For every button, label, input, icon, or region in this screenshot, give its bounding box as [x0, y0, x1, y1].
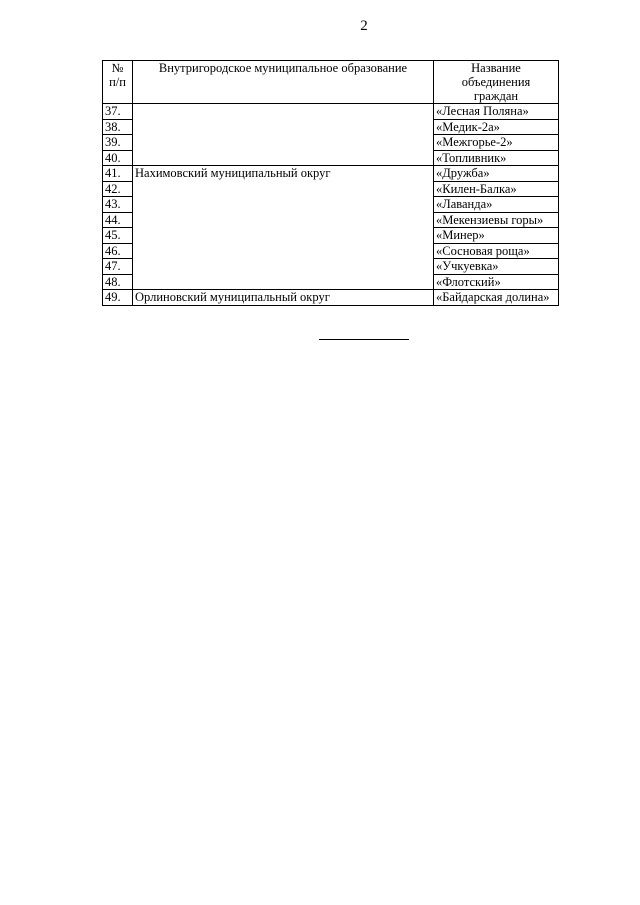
end-of-document-rule: [319, 339, 409, 340]
row-number: 48.: [103, 274, 133, 290]
row-municipality: [133, 104, 434, 166]
header-association-line1: Название объединения: [461, 61, 531, 89]
row-municipality: Орлиновский муниципальный округ: [133, 290, 434, 306]
row-association-name: «Учкуевка»: [434, 259, 559, 275]
row-number: 37.: [103, 104, 133, 120]
table-header-row: [103, 61, 559, 104]
row-association-name: «Флотский»: [434, 274, 559, 290]
row-number: 47.: [103, 259, 133, 275]
row-association-name: «Медик-2а»: [434, 119, 559, 135]
row-number: 44.: [103, 212, 133, 228]
associations-table: [102, 60, 559, 306]
row-association-name: «Байдарская долина»: [434, 290, 559, 306]
row-number: 49.: [103, 290, 133, 306]
header-association-line2: граждан: [473, 89, 519, 103]
row-number: 45.: [103, 228, 133, 244]
row-association-name: «Дружба»: [434, 166, 559, 182]
header-municipality: [133, 61, 434, 104]
row-municipality: Нахимовский муниципальный округ: [133, 166, 434, 290]
row-association-name: «Топливник»: [434, 150, 559, 166]
row-association-name: «Лаванда»: [434, 197, 559, 213]
row-number: 41.: [103, 166, 133, 182]
table-row: [103, 166, 559, 182]
table-row: [103, 104, 559, 120]
header-association: [434, 61, 559, 104]
row-association-name: «Килен-Балка»: [434, 181, 559, 197]
header-number-line1: №: [111, 61, 124, 75]
row-number: 42.: [103, 181, 133, 197]
header-number-line2: п/п: [109, 75, 126, 89]
row-association-name: «Межгорье-2»: [434, 135, 559, 151]
row-number: 38.: [103, 119, 133, 135]
table-row: [103, 290, 559, 306]
row-number: 40.: [103, 150, 133, 166]
row-association-name: «Минер»: [434, 228, 559, 244]
row-association-name: «Лесная Поляна»: [434, 104, 559, 120]
row-association-name: «Сосновая роща»: [434, 243, 559, 259]
row-number: 46.: [103, 243, 133, 259]
header-municipality-label: Внутригородское муниципальное образование: [158, 61, 408, 75]
row-association-name: «Мекензиевы горы»: [434, 212, 559, 228]
page-number: 2: [360, 18, 368, 34]
row-number: 43.: [103, 197, 133, 213]
header-number: [103, 61, 133, 104]
row-number: 39.: [103, 135, 133, 151]
